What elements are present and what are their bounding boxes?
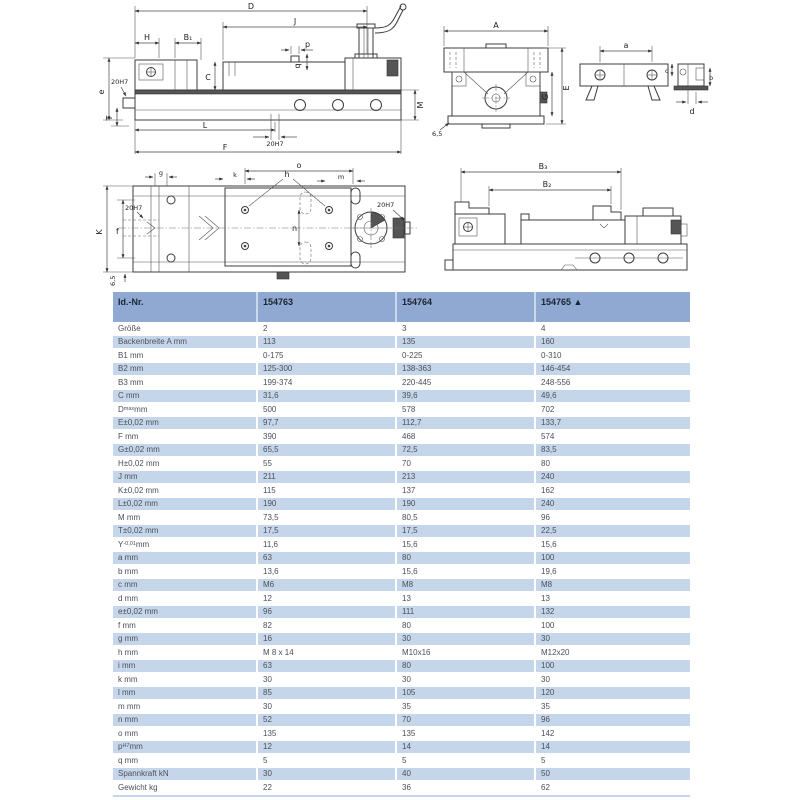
side-view-drawing [95,2,425,154]
vise-bed [135,90,401,120]
spec-value: 17,5 [395,525,534,538]
table-row [113,322,690,336]
spec-value: 500 [256,403,395,416]
spec-value: M10x16 [395,646,534,659]
spec-value: 578 [395,403,534,416]
spec-value: M8 [534,579,690,592]
dim-label-p: p [305,40,311,49]
dim-label-q: q [293,63,302,69]
table-row [113,579,690,593]
spec-value: 137 [395,484,534,497]
knurled-nut [387,60,398,76]
dim-label-E: E [562,85,571,91]
spec-value: 115 [256,484,395,497]
row-label: T±0,02 mm [118,526,159,536]
spec-value: 135 [395,336,534,349]
slide-top [225,188,351,266]
table-row [113,741,690,755]
spec-value: 73,5 [256,511,395,524]
spec-table-rows [113,322,690,795]
table-row [113,606,690,620]
spec-value: 112,7 [395,417,534,430]
row-label: h mm [118,647,138,657]
header-id-154764: 154764 [395,292,534,322]
spec-value: 100 [534,619,690,632]
spec-value: 35 [534,700,690,713]
row-label: H±0,02 mm [118,458,160,468]
table-row [113,390,690,404]
spec-value: 240 [534,498,690,511]
spec-value: 574 [534,430,690,443]
spec-value: 19,6 [534,565,690,578]
row-label: g mm [118,634,138,644]
fixed-jaw [135,60,197,90]
spec-value: 63 [256,660,395,673]
spec-value: 146-454 [534,363,690,376]
stop-screw [291,56,299,62]
dim-label-k: k [233,171,237,179]
front-and-jaw-drawings [430,18,715,143]
row-label: q mm [118,755,138,765]
table-row [113,403,690,417]
spec-value: M 8 x 14 [256,646,395,659]
table-row [113,363,690,377]
table-row [113,660,690,674]
dim-label-h: h [284,170,290,179]
row-label: l mm [118,688,136,698]
table-row [113,781,690,795]
row-label: Backenbreite A mm [118,337,187,347]
crank-handle [375,6,401,28]
spec-value: 138-363 [395,363,534,376]
row-label: L±0,02 mm [118,499,158,509]
row-label: e±0,02 mm [118,607,158,617]
spec-value: 16 [256,633,395,646]
dim-label-J: J [293,17,297,26]
spec-value: 30 [256,700,395,713]
dim-label-B2: B₂ [542,180,552,189]
table-row [113,592,690,606]
spec-value: 190 [395,498,534,511]
dim-label-A: A [493,21,499,30]
dim-label-C: C [205,73,211,82]
spec-value: 162 [534,484,690,497]
spec-value: 105 [395,687,534,700]
row-label: B2 mm [118,364,144,374]
spec-value: 80,5 [395,511,534,524]
spec-value: 160 [534,336,690,349]
row-label: k mm [118,674,138,684]
row-label: B3 mm [118,377,144,387]
spec-value: 248-556 [534,376,690,389]
row-label: Gewicht kg [118,782,158,792]
spec-value: 0-310 [534,349,690,362]
spec-value: 30 [534,633,690,646]
spec-value: 52 [256,714,395,727]
spec-value: 96 [256,606,395,619]
spec-value: 13,6 [256,565,395,578]
spec-value: 0-225 [395,349,534,362]
spec-value: 468 [395,430,534,443]
spec-table-header [113,292,690,322]
row-label: Y -0,01 mm [118,539,150,549]
spec-value: 3 [395,322,534,335]
spec-value: 12 [256,741,395,754]
spec-value: 100 [534,660,690,673]
table-row [113,349,690,363]
row-label: a mm [118,553,138,563]
spec-value: 96 [534,714,690,727]
spec-value: 30 [256,768,395,781]
dim-label-step: 6,5 [109,275,117,286]
spec-value: 213 [395,471,534,484]
spec-value: 2 [256,322,395,335]
dim-label-b: b [709,74,714,82]
spec-value: 40 [395,768,534,781]
spec-value: 83,5 [534,444,690,457]
row-label: f mm [118,620,136,630]
spec-value: 22 [256,781,395,794]
dim-label-step: 6,5 [432,130,443,138]
spec-value: 80 [395,552,534,565]
spec-value: 80 [395,619,534,632]
table-row [113,768,690,782]
spec-value: 55 [256,457,395,470]
jaw-bar [444,48,548,72]
row-label: C mm [118,391,140,401]
row-label: Spannkraft kN [118,769,169,779]
spec-table [113,292,690,797]
row-label: d mm [118,593,138,603]
spec-value: 12 [256,592,395,605]
spec-value: 22,5 [534,525,690,538]
dim-label-F: F [222,143,228,152]
row-label: p H7 mm [118,742,143,752]
header-id-nr: Id.-Nr. [118,297,144,307]
table-row [113,565,690,579]
spec-value: 199-374 [256,376,395,389]
spec-value: 70 [395,714,534,727]
spec-value: 5 [534,754,690,767]
fixed-jaw-2 [455,214,505,244]
spec-value: 36 [395,781,534,794]
row-label: n mm [118,715,138,725]
row-label: F mm [118,431,139,441]
dim-label-H: H [143,33,151,42]
spec-value: 70 [395,457,534,470]
table-row [113,673,690,687]
spec-value: 30 [395,673,534,686]
table-row [113,376,690,390]
spec-value: 85 [256,687,395,700]
row-label: K±0,02 mm [118,485,159,495]
bed-hole [371,100,382,111]
vise-bed-2 [453,244,687,270]
dim-label-d: d [689,107,695,116]
spec-value: 30 [534,673,690,686]
table-row [113,444,690,458]
movable-slide [223,62,345,90]
spec-value: 31,6 [256,390,395,403]
top-view-drawing [95,158,425,292]
table-row [113,646,690,660]
spec-value: 100 [534,552,690,565]
dim-label-G: G [541,93,550,101]
spec-value: 30 [395,633,534,646]
dim-label-m: m [337,173,345,181]
row-label: o mm [118,728,138,738]
dim-label-n: n [292,224,298,233]
alignment-key [123,98,135,108]
dim-label-key-20H7: 20H7 [125,204,143,212]
bed-hole [295,100,306,111]
table-row [113,498,690,512]
spec-value: 120 [534,687,690,700]
table-row [113,336,690,350]
row-label: E±0,02 mm [118,418,159,428]
row-label: D max mm [118,404,148,414]
table-row [113,727,690,741]
dim-label-T: T [105,115,114,121]
dim-label-B3: B₃ [538,162,548,171]
spec-value: M8 [395,579,534,592]
table-row [113,700,690,714]
spec-value: 17,5 [256,525,395,538]
movable-slide-2 [521,220,625,244]
spec-value: 390 [256,430,395,443]
row-label: i mm [118,661,136,671]
spec-value: 111 [395,606,534,619]
spec-value: 13 [395,592,534,605]
dim-label-L: L [202,121,208,130]
table-row [113,633,690,647]
spec-value: 220-445 [395,376,534,389]
spec-value: 211 [256,471,395,484]
dim-label-key-20H7: 20H7 [111,78,129,86]
bed-rail [135,90,401,94]
spec-value: 5 [256,754,395,767]
row-label: J mm [118,472,138,482]
dim-label-M: M [416,101,425,109]
spec-value: 97,7 [256,417,395,430]
spec-value: 702 [534,403,690,416]
dim-label-c: c [665,67,669,75]
spec-value: 132 [534,606,690,619]
table-row [113,525,690,539]
dim-label-g: g [158,169,164,177]
spec-value: 135 [395,727,534,740]
spec-value: 50 [534,768,690,781]
row-label: Größe [118,323,141,333]
spec-value: 15,6 [395,565,534,578]
table-row [113,714,690,728]
spec-value: 125-300 [256,363,395,376]
dim-label-slot-20H7: 20H7 [377,201,395,209]
spec-value: 63 [256,552,395,565]
spec-value: 49,6 [534,390,690,403]
table-row [113,552,690,566]
dim-label-a: a [623,41,629,50]
row-label: c mm [118,580,138,590]
spec-value: 80 [395,660,534,673]
spec-value: 39,6 [395,390,534,403]
spec-value: 5 [395,754,534,767]
spec-value: 113 [256,336,395,349]
table-row [113,687,690,701]
spec-value: 82 [256,619,395,632]
spec-value: 190 [256,498,395,511]
row-label: M mm [118,512,141,522]
bed-hole [333,100,344,111]
table-row [113,457,690,471]
spec-value: 14 [395,741,534,754]
spec-value: M12x20 [534,646,690,659]
spec-value: 142 [534,727,690,740]
table-row [113,471,690,485]
table-row [113,511,690,525]
spec-value: 30 [256,673,395,686]
spec-value: 62 [534,781,690,794]
table-row [113,430,690,444]
table-row [113,538,690,552]
dim-label-B1: B₁ [183,33,193,42]
spec-value: 13 [534,592,690,605]
spec-value: 72,5 [395,444,534,457]
table-row [113,754,690,768]
spec-value: 65,5 [256,444,395,457]
table-row [113,484,690,498]
row-label: B1 mm [118,350,144,360]
spec-value: 0-175 [256,349,395,362]
spec-value: 133,7 [534,417,690,430]
row-label: G±0,02 mm [118,445,160,455]
spec-value: 15,6 [395,538,534,551]
spec-value: 240 [534,471,690,484]
row-label: m mm [118,701,141,711]
spec-value: 80 [534,457,690,470]
spec-value: 35 [395,700,534,713]
dim-label-K: K [95,229,104,235]
header-id-154765: 154765 ▲ [534,292,690,322]
jaw-travel-drawing [425,158,710,290]
spec-value: 135 [256,727,395,740]
dim-label-e: e [97,89,106,95]
dim-label-o: o [296,161,302,170]
spec-value: 15,6 [534,538,690,551]
dim-label-f: f [116,227,119,236]
header-id-154763: 154763 [256,292,395,322]
spec-value: 14 [534,741,690,754]
dim-label-D: D [247,2,255,11]
spec-value: M6 [256,579,395,592]
table-row [113,619,690,633]
spec-value: 96 [534,511,690,524]
row-label: b mm [118,566,138,576]
table-row [113,417,690,431]
spec-value: 11,6 [256,538,395,551]
spec-value: 4 [534,322,690,335]
dim-label-slot-20H7: 20H7 [266,140,284,148]
